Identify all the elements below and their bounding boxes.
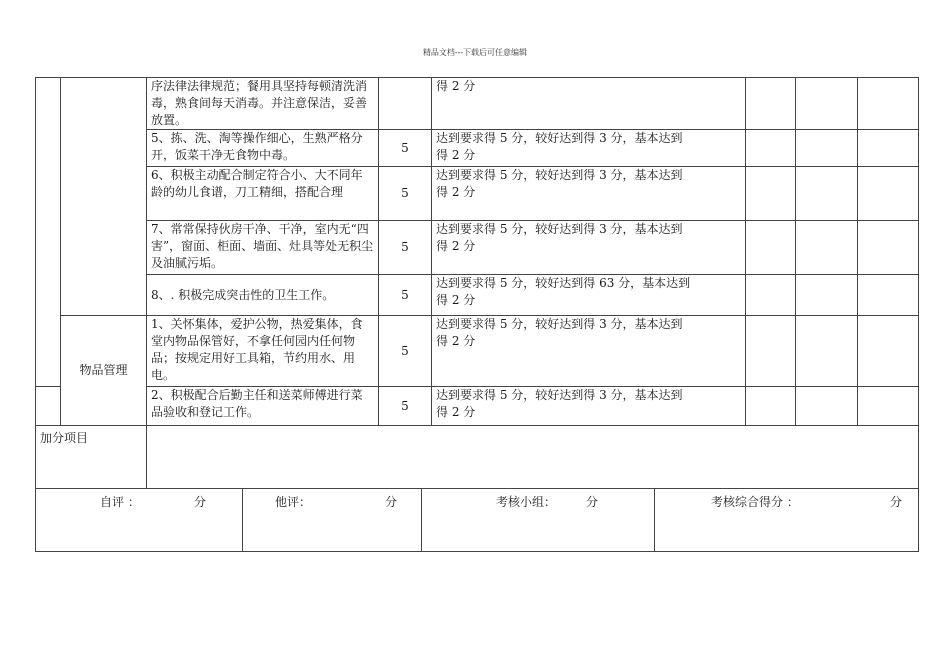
item-description: 1、关怀集体，爱护公物，热爱集体，食堂内物品保管好，不拿任何园内任何物品；按规定用好工具箱，节约用水、用电。 — [147, 316, 379, 387]
assessment-table — [35, 77, 919, 489]
total-score-cell: 考核综合得分 ： 分 — [655, 489, 919, 552]
other-evaluation-label: 他评： — [275, 495, 312, 509]
outer-category-cell — [36, 78, 61, 387]
bonus-content — [147, 426, 919, 489]
item-score: 5 — [379, 221, 432, 275]
item-description: 2、积极配合后勤主任和送菜师傅进行菜品验收和登记工作。 — [147, 387, 379, 426]
item-score: 5 — [379, 316, 432, 387]
item-criteria: 达到要求得 5 分，较好达到得 63 分，基本达到 得 2 分 — [432, 275, 746, 316]
item-description: 8、. 积极完成突击性的卫生工作。 — [147, 275, 379, 316]
table-row — [36, 78, 919, 130]
page-header: 精品文档---下载后可任意编辑 — [422, 48, 528, 57]
item-description: 5、拣、洗、淘等操作细心，生熟严格分开，饭菜干净无食物中毒。 — [147, 130, 379, 167]
item-score: 5 — [379, 167, 432, 221]
table-row — [36, 221, 919, 275]
table-row — [36, 387, 919, 426]
category-cell — [61, 78, 147, 316]
item-score: 5 — [379, 387, 432, 426]
item-score: 5 — [379, 275, 432, 316]
bonus-label: 加分项目 — [36, 426, 147, 489]
item-criteria: 达到要求得 5 分，较好达到得 3 分，基本达到 得 2 分 — [432, 387, 746, 426]
item-description: 序法律法律规范；餐用具坚持每顿清洗消毒，熟食间每天消毒。并注意保洁，妥善放置。 — [147, 78, 379, 130]
item-criteria: 达到要求得 5 分，较好达到得 3 分，基本达到 得 2 分 — [432, 130, 746, 167]
total-score-label: 考核综合得分 ： — [711, 495, 799, 509]
other-evaluation-cell: 他评： 分 — [243, 489, 422, 552]
item-description: 7、常常保持伙房干净、干净，室内无“四害”，窗面、柜面、墙面、灶具等处无积尘及油腻污垢。 — [147, 221, 379, 275]
summary-table — [35, 488, 919, 552]
self-evaluation-label: 自评 ： — [100, 495, 140, 509]
self-evaluation-cell: 自评 ： 分 — [36, 489, 243, 552]
group-evaluation-cell: 考核小组： 分 — [422, 489, 655, 552]
item-score — [379, 78, 432, 130]
table-row — [36, 275, 919, 316]
table-row — [36, 130, 919, 167]
category-goods-management: 物品管理 — [61, 316, 147, 426]
item-description: 6、积极主动配合制定符合小、大不同年龄的幼儿食谱，刀工精细，搭配合理 — [147, 167, 379, 221]
table-row — [36, 167, 919, 221]
item-criteria: 达到要求得 5 分，较好达到得 3 分，基本达到 得 2 分 — [432, 221, 746, 275]
item-score: 5 — [379, 130, 432, 167]
table-row — [36, 316, 919, 387]
item-criteria: 达到要求得 5 分，较好达到得 3 分，基本达到 得 2 分 — [432, 316, 746, 387]
item-criteria: 得 2 分 — [432, 78, 746, 130]
item-criteria: 达到要求得 5 分，较好达到得 3 分，基本达到 得 2 分 — [432, 167, 746, 221]
bonus-row — [36, 426, 919, 489]
group-evaluation-label: 考核小组： — [496, 495, 557, 509]
